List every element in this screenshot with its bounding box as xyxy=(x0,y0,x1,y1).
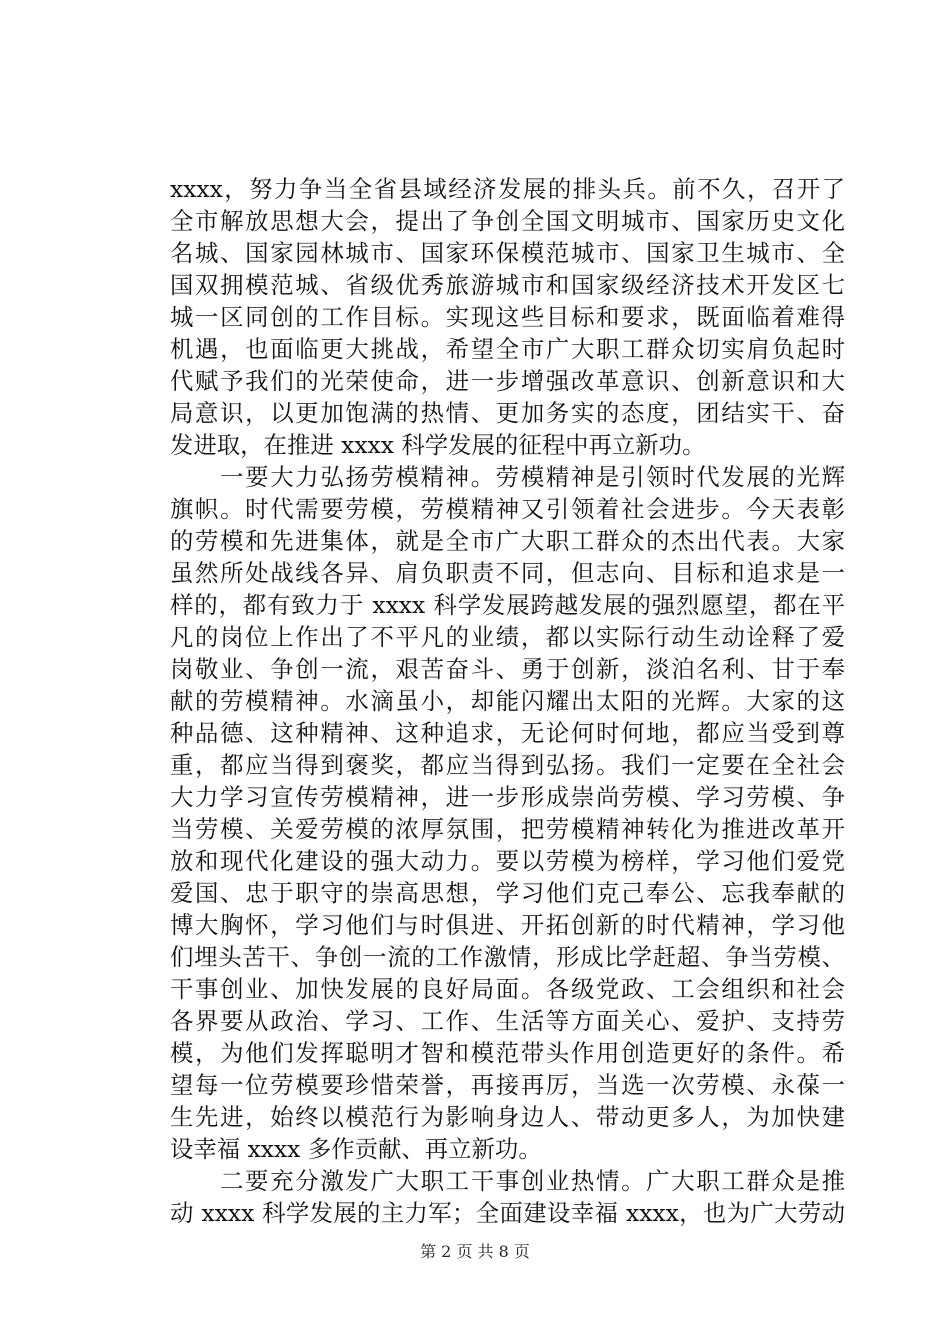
text-line: 代赋予我们的光荣使命，进一步增强改革意识、创新意识和大 xyxy=(170,367,845,395)
page-footer: 第 2 页 共 8 页 xyxy=(420,1242,530,1261)
text-line: 望每一位劳模要珍惜荣誉，再接再厉，当选一次劳模、永葆一 xyxy=(170,1071,845,1099)
text-line: 模，为他们发挥聪明才智和模范带头作用创造更好的条件。希 xyxy=(170,1039,845,1067)
text-line: 样的，都有致力于 xxxx 科学发展跨越发展的强烈愿望，都在平 xyxy=(170,591,845,619)
text-line: 生先进，始终以模范行为影响身边人、带动更多人，为加快建 xyxy=(170,1103,845,1131)
text-line: 城一区同创的工作目标。实现这些目标和要求，既面临着难得 xyxy=(170,303,845,331)
text-line: 凡的岗位上作出了不平凡的业绩，都以实际行动生动诠释了爱 xyxy=(170,623,845,651)
text-line: 国双拥模范城、省级优秀旅游城市和国家级经济技术开发区七 xyxy=(170,271,845,299)
text-line: 全市解放思想大会，提出了争创全国文明城市、国家历史文化 xyxy=(170,207,845,235)
document-body xyxy=(170,173,845,1229)
text-line: 大力学习宣传劳模精神，进一步形成崇尚劳模、学习劳模、争 xyxy=(170,783,845,811)
text-line: 重，都应当得到褒奖，都应当得到弘扬。我们一定要在全社会 xyxy=(170,751,845,779)
text-line: 的劳模和先进集体，就是全市广大职工群众的杰出代表。大家 xyxy=(170,527,845,555)
text-line: 名城、国家园林城市、国家环保模范城市、国家卫生城市、全 xyxy=(170,239,845,267)
text-line: 干事创业、加快发展的良好局面。各级党政、工会组织和社会 xyxy=(170,975,845,1003)
text-line: 一要大力弘扬劳模精神。劳模精神是引领时代发展的光辉 xyxy=(170,463,845,491)
text-line: xxxx，努力争当全省县域经济发展的排头兵。前不久，召开了 xyxy=(170,175,845,203)
text-line: 当劳模、关爱劳模的浓厚氛围，把劳模精神转化为推进改革开 xyxy=(170,815,845,843)
text-line: 虽然所处战线各异、肩负职责不同，但志向、目标和追求是一 xyxy=(170,559,845,587)
text-line: 爱国、忠于职守的崇高思想，学习他们克己奉公、忘我奉献的 xyxy=(170,879,845,907)
text-line: 发进取，在推进 xxxx 科学发展的征程中再立新功。 xyxy=(170,431,706,459)
text-line: 们埋头苦干、争创一流的工作激情，形成比学赶超、争当劳模、 xyxy=(170,943,845,971)
text-line: 放和现代化建设的强大动力。要以劳模为榜样，学习他们爱党 xyxy=(170,847,845,875)
text-line: 旗帜。时代需要劳模，劳模精神又引领着社会进步。今天表彰 xyxy=(170,495,845,523)
text-line: 种品德、这种精神、这种追求，无论何时何地，都应当受到尊 xyxy=(170,719,845,747)
text-line: 设幸福 xxxx 多作贡献、再立新功。 xyxy=(170,1135,542,1163)
text-line: 二要充分激发广大职工干事创业热情。广大职工群众是推 xyxy=(170,1167,845,1195)
text-line: 机遇，也面临更大挑战，希望全市广大职工群众切实肩负起时 xyxy=(170,335,845,363)
text-line: 博大胸怀，学习他们与时俱进、开拓创新的时代精神，学习他 xyxy=(170,911,845,939)
text-line: 局意识，以更加饱满的热情、更加务实的态度，团结实干、奋 xyxy=(170,399,845,427)
text-line: 动 xxxx 科学发展的主力军；全面建设幸福 xxxx，也为广大劳动 xyxy=(170,1199,845,1227)
text-line: 献的劳模精神。水滴虽小，却能闪耀出太阳的光辉。大家的这 xyxy=(170,687,845,715)
text-line: 各界要从政治、学习、工作、生活等方面关心、爱护、支持劳 xyxy=(170,1007,845,1035)
text-line: 岗敬业、争创一流，艰苦奋斗、勇于创新，淡泊名利、甘于奉 xyxy=(170,655,845,683)
